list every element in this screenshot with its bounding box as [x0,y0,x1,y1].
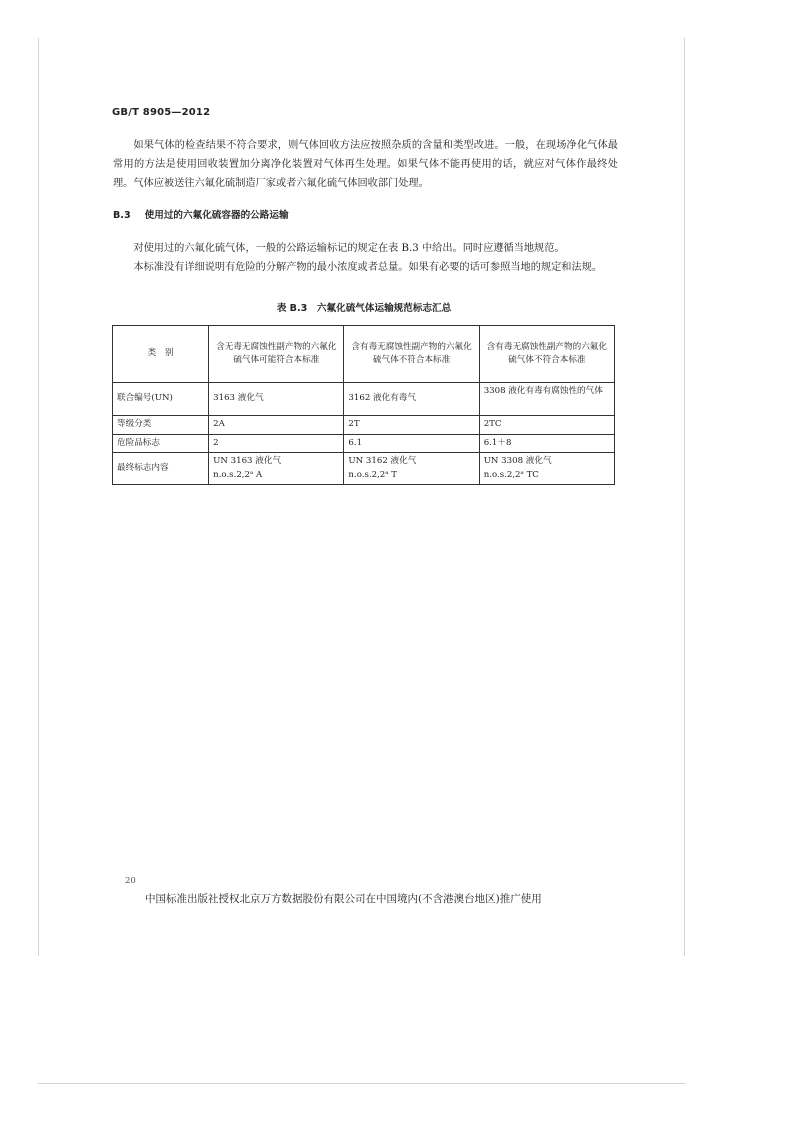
header-non-toxic: 含无毒无腐蚀性副产物的六氟化硫气体可能符合本标准 [209,326,344,383]
row-label: 危险品标志 [113,434,209,453]
mark-line-1: UN 3163 液化气 [213,456,282,466]
page-number: 20 [125,876,136,886]
section-title: 使用过的六氟化硫容器的公路运输 [144,210,289,221]
mark-line-2: n.o.s.2,2ᵃ TC [483,469,539,480]
table-cell: 3308 液化有毒有腐蚀性的气体 [479,383,614,416]
transport-marking-table [112,325,615,485]
table-row [113,453,615,485]
table-cell: 3162 液化有毒气 [344,383,479,416]
page-right-border [684,38,685,956]
table-cell: 6.1 [344,434,479,453]
table-cell: 2TC [479,416,614,435]
paragraph-3-text: 本标准没有详细说明有危险的分解产物的最小浓度或者总量。如果有必要的话可参照当地的规定和法规。 [133,262,603,273]
header-toxic-non-corrosive: 含有毒无腐蚀性副产物的六氟化硫气体不符合本标准 [344,326,479,383]
header-toxic-corrosive: 含有毒无腐蚀性副产物的六氟化硫气体不符合本标准 [479,326,614,383]
section-heading [113,207,289,221]
paragraph-1-text: 如果气体的检查结果不符合要求，则气体回收方法应按照杂质的含量和类型改进。一般，在现场净化气体最常用的方法是使用回收装置加分离净化装置对气体再生处理。如果气体不能再使用的话，就应对气体作最终处理。气体应被送往六氟化硫制造厂家或者六氟化硫气体回收部门处理。 [113,140,618,189]
table-cell: 2T [344,416,479,435]
paragraph-transport [113,239,618,277]
table-cell: 2 [209,434,344,453]
publisher-footer: 中国标准出版社授权北京万方数据股份有限公司在中国境内(不含港澳台地区)推广使用 [145,893,542,905]
table-cell: 2A [209,416,344,435]
mark-line-2: n.o.s.2,2ᵃ T [348,469,398,480]
mark-line-1: UN 3162 液化气 [348,456,417,466]
section-number: B.3 [113,210,131,221]
row-label: 等级分类 [113,416,209,435]
row-label: 最终标志内容 [113,453,209,485]
table-cell [209,453,344,485]
header-category: 类 别 [113,326,209,383]
mark-line-2: n.o.s.2,2ᵃ A [213,469,263,480]
table-row [113,416,615,435]
table-cell: 6.1＋8 [479,434,614,453]
page-left-border [38,38,39,956]
page-bottom-border [38,1083,686,1084]
table-cell [479,453,614,485]
table-caption: 表 B.3 六氟化硫气体运输规范标志汇总 [276,303,452,314]
table-cell [344,453,479,485]
table-row [113,434,615,453]
mark-line-1: UN 3308 液化气 [483,456,552,466]
paragraph-gas-recovery [113,136,618,193]
table-cell: 3163 液化气 [209,383,344,416]
paragraph-2-text: 对使用过的六氟化硫气体，一般的公路运输标记的规定在表 B.3 中给出。同时应遵循当地规范。 [133,243,565,254]
standard-number: GB/T 8905—2012 [112,107,211,118]
table-row [113,383,615,416]
row-label: 联合编号(UN) [113,383,209,416]
table-header-row [113,326,615,383]
